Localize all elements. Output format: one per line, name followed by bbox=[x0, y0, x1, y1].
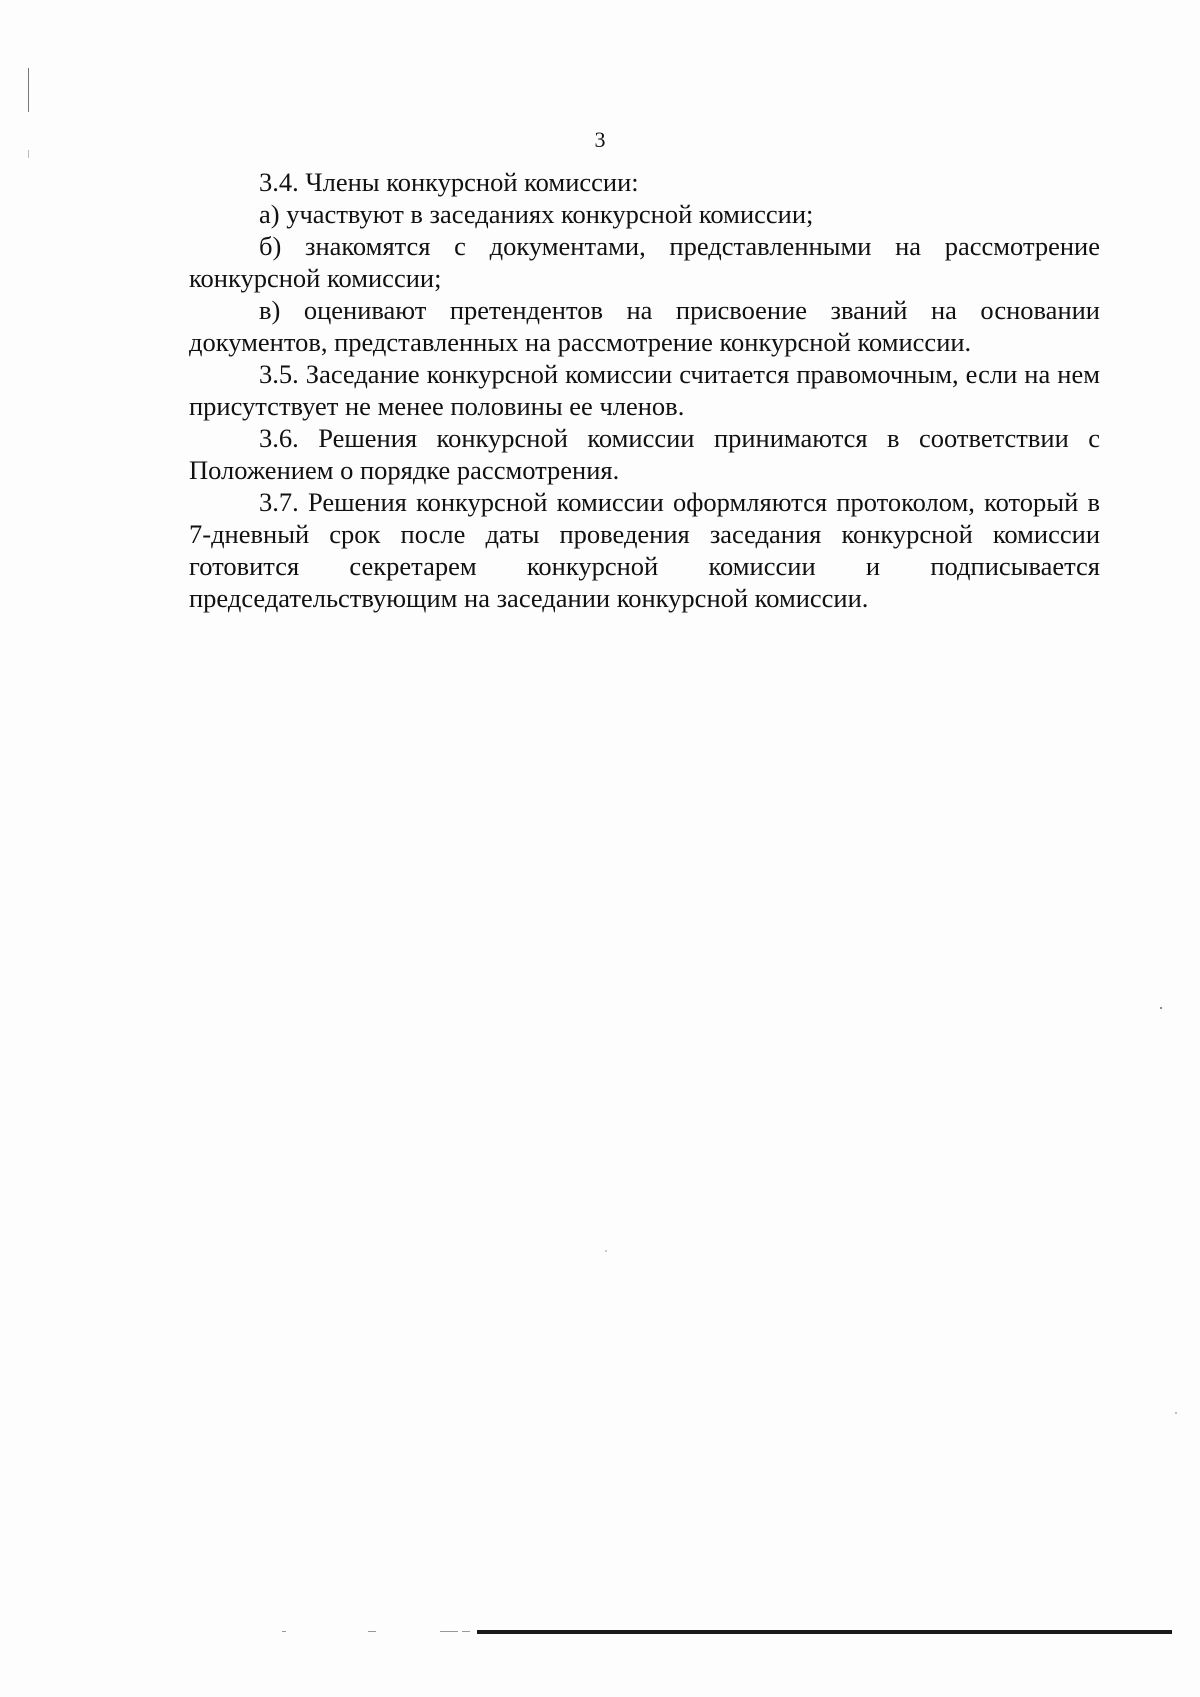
paragraph-3-5: 3.5. Заседание конкурсной комиссии считается правомочным, если на нем присутствует не менее половины ее членов. bbox=[189, 359, 1100, 421]
scan-speck bbox=[1160, 1007, 1162, 1009]
paragraph-3-4: 3.4. Члены конкурсной комиссии: bbox=[259, 167, 639, 197]
paragraph-3-4-a: а) участвуют в заседаниях конкурсной комиссии; bbox=[259, 199, 814, 229]
paragraph-3-4-b: б) знакомятся с документами, представленными на рассмотрение конкурсной комиссии; bbox=[189, 231, 1100, 293]
scan-dash bbox=[462, 1631, 470, 1632]
paragraph-3-6: 3.6. Решения конкурсной комиссии принимаются в соответствии с Положением о порядке рассмотрения. bbox=[189, 423, 1100, 485]
paragraph-3-4-v: в) оценивают претендентов на присвоение званий на основании документов, представленных на рассмотрение конкурсной комиссии. bbox=[189, 295, 1100, 357]
scan-speck bbox=[605, 1250, 607, 1252]
paragraph-3-7: 3.7. Решения конкурсной комиссии оформляются протоколом, который в 7-дневный срок после даты проведения заседания конкурсной комиссии готовится секретарем конкурсной комиссии и подписывается председательствующим на заседании конкурсной комиссии. bbox=[189, 487, 1100, 613]
scan-margin-mark bbox=[28, 68, 29, 112]
bottom-scan-line bbox=[477, 1630, 1172, 1634]
scan-dash bbox=[368, 1631, 376, 1632]
scan-dash bbox=[440, 1631, 458, 1632]
page-number: 3 bbox=[594, 127, 606, 152]
document-body bbox=[189, 166, 1100, 614]
scan-speck bbox=[1175, 1412, 1177, 1414]
scan-dash bbox=[282, 1631, 286, 1632]
